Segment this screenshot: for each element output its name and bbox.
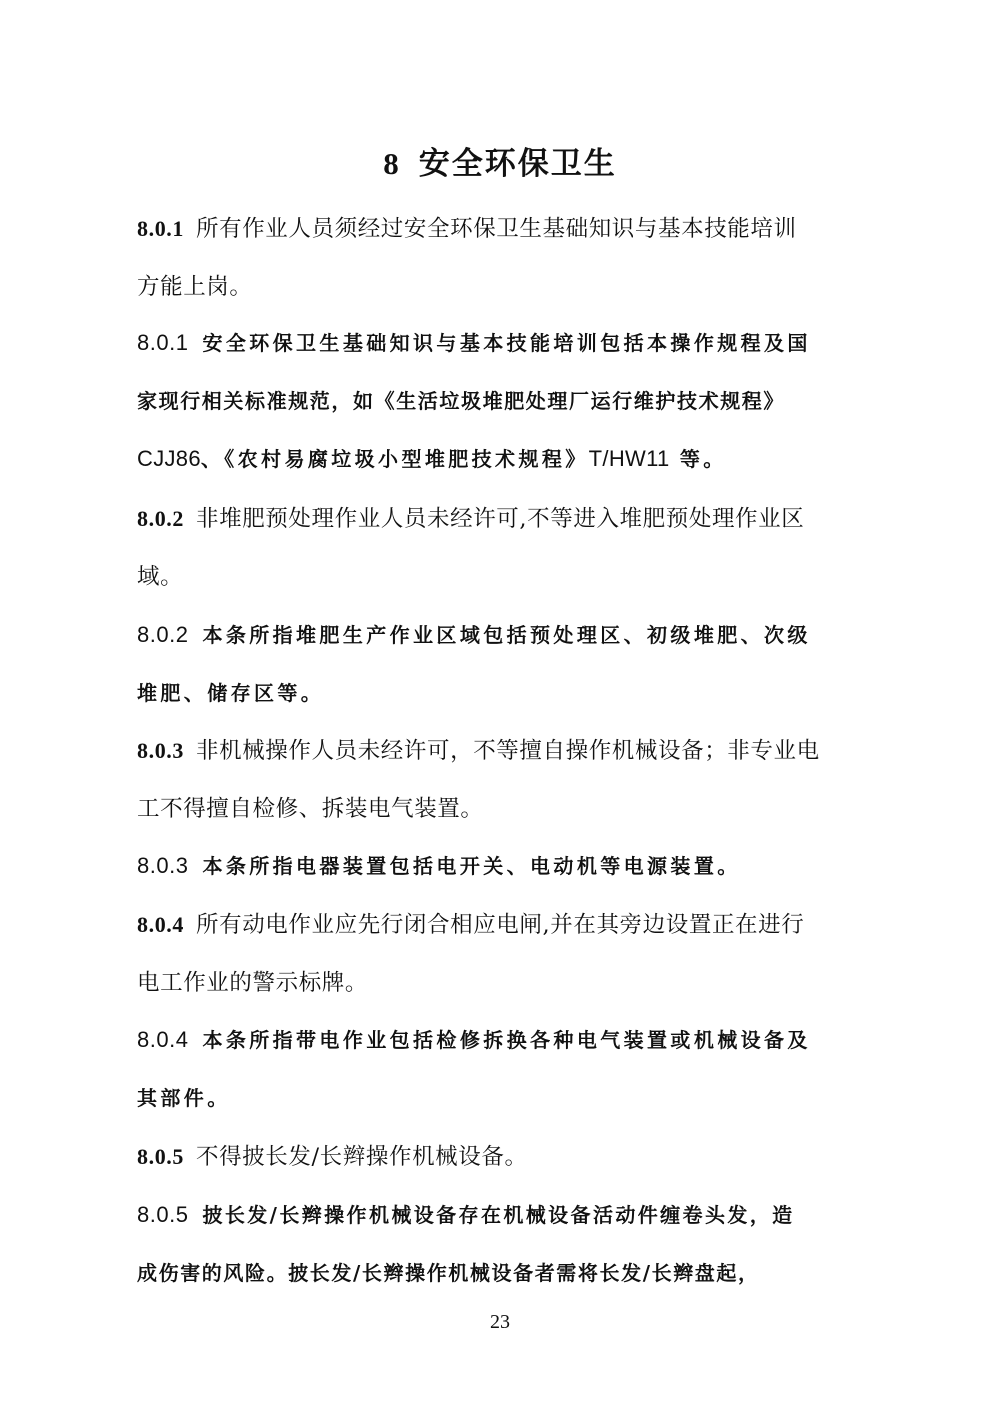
explanation-number: 8.0.2 [137, 622, 189, 647]
explanation-line [137, 849, 741, 883]
clause-line [137, 560, 183, 594]
explanation-line [137, 442, 727, 476]
clause-text: 所有动电作业应先行闭合相应电闸,并在其旁边设置正在进行 [196, 912, 805, 938]
explanation-text: 堆肥、储存区等。 [137, 681, 325, 705]
chapter-number: 8 [383, 146, 401, 181]
clause-text: 电工作业的警示标牌。 [137, 970, 369, 996]
clause-text: 非堆肥预处理作业人员未经许可,不等进入堆肥预处理作业区 [196, 506, 805, 532]
clause-line [137, 792, 484, 826]
clause-number: 8.0.4 [137, 912, 184, 937]
clause-line [137, 270, 253, 304]
explanation-number: 8.0.3 [137, 853, 189, 878]
clause-text: 非机械操作人员未经许可，不等擅自操作机械设备；非专业电 [196, 738, 820, 764]
explanation-text: 成伤害的风险。披长发/长辫操作机械设备者需将长发/长辫盘起， [137, 1261, 760, 1285]
explanation-text: 披长发/长辫操作机械设备存在机械设备活动件缠卷头发，造 [202, 1203, 795, 1227]
explanation-line [137, 1023, 811, 1057]
explanation-text: 等。 [679, 447, 727, 471]
explanation-text: 家现行相关标准规范，如《生活垃圾堆肥处理厂运行维护技术规程》 [137, 389, 785, 413]
explanation-line [137, 1198, 795, 1232]
standard-code: T/HW11 [588, 446, 670, 471]
standard-code: CJJ86 [137, 446, 201, 471]
chapter-title: 安全环保卫生 [418, 146, 617, 182]
clause-line [137, 502, 804, 536]
clause-line [137, 1140, 528, 1174]
explanation-line [137, 618, 811, 652]
clause-text: 工不得擅自检修、拆装电气装置。 [137, 796, 484, 822]
clause-line [137, 908, 804, 942]
clause-line [137, 966, 368, 1000]
clause-line [137, 734, 820, 768]
explanation-line [137, 1256, 760, 1290]
explanation-number: 8.0.1 [137, 330, 189, 355]
chapter-heading [0, 138, 1000, 183]
explanation-text: 本条所指带电作业包括检修拆换各种电气装置或机械设备及 [202, 1028, 811, 1052]
explanation-number: 8.0.5 [137, 1202, 189, 1227]
explanation-text: 本条所指堆肥生产作业区域包括预处理区、初级堆肥、次级 [202, 623, 811, 647]
clause-number: 8.0.3 [137, 738, 184, 763]
explanation-line [137, 1081, 231, 1115]
explanation-text: 安全环保卫生基础知识与基本技能培训包括本操作规程及国 [202, 331, 811, 355]
explanation-number: 8.0.4 [137, 1027, 189, 1052]
explanation-text: 本条所指电器装置包括电开关、电动机等电源装置。 [202, 854, 741, 878]
explanation-text: 其部件。 [137, 1086, 231, 1110]
explanation-line [137, 676, 324, 710]
explanation-line [137, 384, 785, 418]
explanation-text: 、《农村易腐垃圾小型堆肥技术规程》 [200, 447, 589, 471]
clause-text: 所有作业人员须经过安全环保卫生基础知识与基本技能培训 [196, 216, 797, 242]
clause-number: 8.0.5 [137, 1144, 184, 1169]
clause-text: 方能上岗。 [137, 274, 253, 300]
explanation-line [137, 326, 811, 360]
clause-line [137, 212, 797, 246]
clause-number: 8.0.1 [137, 216, 184, 241]
page-number: 23 [490, 1311, 510, 1333]
clause-text: 域。 [137, 564, 184, 590]
clause-number: 8.0.2 [137, 506, 184, 531]
clause-text: 不得披长发/长辫操作机械设备。 [196, 1144, 528, 1170]
